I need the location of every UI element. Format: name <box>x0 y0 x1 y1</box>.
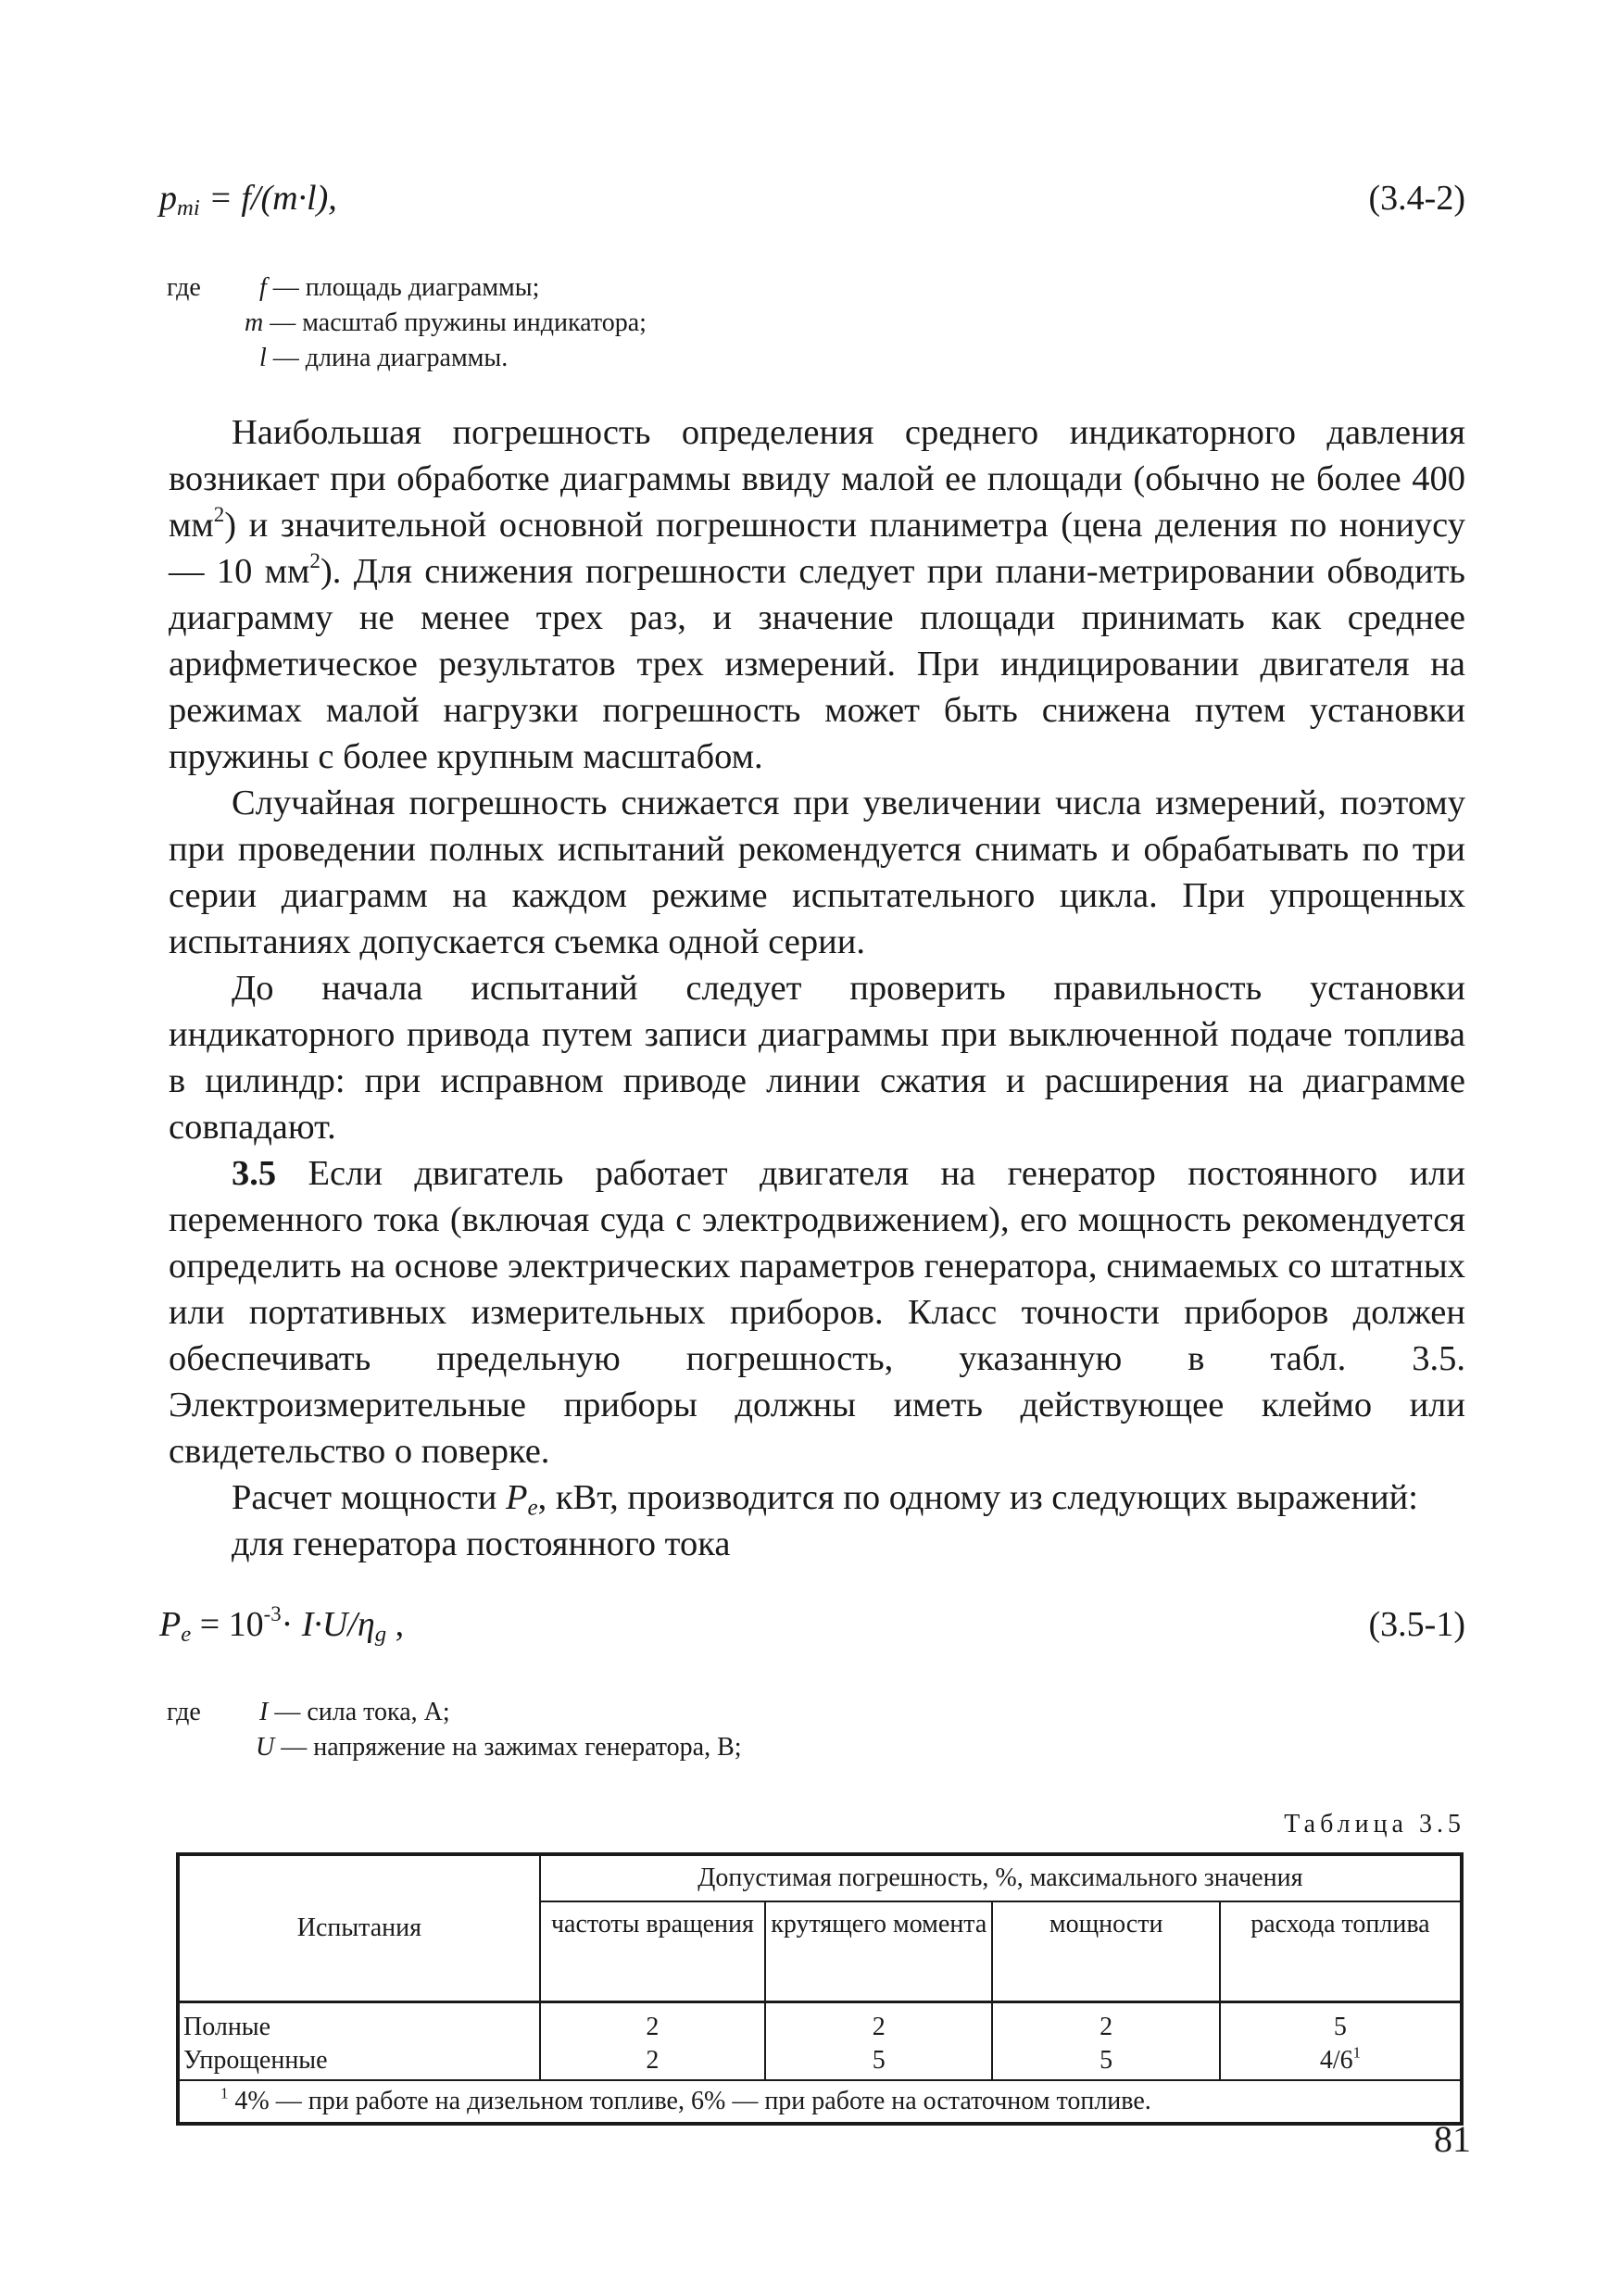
where-item <box>259 270 539 306</box>
paragraph-5: Расчет мощности $P_e$, кВт, производится по одному из следующих выражений: <box>232 1478 1418 1521</box>
where-item <box>245 306 647 341</box>
where-text: — площадь диаграммы; <box>266 273 540 302</box>
formula-3-5-1 <box>159 1602 1465 1648</box>
where-item <box>256 1730 742 1765</box>
table-cell: 2 2 <box>540 2001 765 2080</box>
table-footnote: $^1$ 4% — при работе на дизельном топливе, 6% — при работе на остаточном топливе. <box>178 2080 1462 2124</box>
formula-number: (3.4-2) <box>1368 179 1465 218</box>
where-symbol: f <box>259 273 267 302</box>
formula-3-4-2 <box>159 178 1465 219</box>
body-text <box>169 409 1465 1567</box>
where-block-1 <box>167 270 1000 382</box>
paragraph-2: Случайная погрешность снижается при увеличении числа измерений, поэтому при проведении полных испытаний рекомендуется снимать и обрабатывать по три серии диаграмм на каждом режиме испытательного цикла. При упрощенных испытаниях допускается съемка одной серии. <box>169 784 1465 961</box>
where-symbol: I <box>259 1698 269 1726</box>
section-number: 3.5 <box>232 1154 277 1193</box>
row-name: Полные Упрощенные <box>178 2001 540 2080</box>
where-text: — длина диаграммы. <box>266 344 509 372</box>
where-text: — масштаб пружины индикатора; <box>263 308 647 337</box>
where-symbol: l <box>259 344 267 372</box>
header-tests: Испытания <box>178 1854 540 2001</box>
paragraph-3: До начала испытаний следует проверить правильность установки индикаторного привода путем записи диаграммы при выключенной подаче топлива в цилиндр: при исправном приводе линии сжатия и расширения на диаграмме совпадают. <box>169 969 1465 1147</box>
header-col: крутящего момента <box>765 1901 992 2001</box>
paragraph-4: 3.5 Если двигатель работает двигателя на генератор постоянного или переменного тока (включая суда с электродвижением), его мощность рекомендуется определить на основе электрических параметров генератора, снимаемых со штатных или портативных измерительных приборов. Класс точности приборов должен обеспечивать предельную погрешность, указанную в табл. 3.5. Электроизмерительные приборы должны иметь действующее клеймо или свидетельство о поверке. <box>169 1154 1465 1471</box>
where-block-2 <box>167 1695 1000 1769</box>
where-symbol: U <box>256 1733 275 1762</box>
table-caption: Таблица 3.5 <box>1284 1810 1465 1838</box>
table-cell: 5 $4/6^1$ <box>1220 2001 1462 2080</box>
header-col: частоты вращения <box>540 1901 765 2001</box>
where-symbol: m <box>245 308 264 337</box>
paragraph-6: для генератора постоянного тока <box>232 1524 731 1563</box>
formula-expression: $P_e = 10^{-3}\cdot I\cdot U/\eta_g$ , <box>159 1602 405 1648</box>
where-label: где <box>167 1698 201 1726</box>
where-text: — сила тока, А; <box>268 1698 450 1726</box>
where-text: — напряжение на зажимах генератора, В; <box>274 1733 742 1762</box>
header-col: расхода топлива <box>1220 1901 1462 2001</box>
table-cell: 2 5 <box>765 2001 992 2080</box>
where-label: где <box>167 273 201 302</box>
tolerance-table <box>176 1852 1464 2126</box>
where-item <box>259 341 508 376</box>
table-cell: 2 5 <box>992 2001 1219 2080</box>
paragraph-1: Наибольшая погрешность определения среднего индикаторного давления возникает при обработке диаграммы ввиду малой ее площади (обычно не более 400 $мм^2$) и значительной основной погрешности планиметра (цена деления по нониусу — 10 $мм^2$). Для снижения погрешности следует при плани-метрировании обводить диаграмму не менее трех раз, и значение площади принимать как среднее арифметическое результатов трех измерений. При индицировании двигателя на режимах малой нагрузки погрешность может быть снижена путем установки пружины с более крупным масштабом. <box>169 413 1465 776</box>
table-header-row <box>178 1854 1462 1901</box>
table-row <box>178 2001 1462 2080</box>
header-group: Допустимая погрешность, %, максимального значения <box>540 1854 1462 1901</box>
formula-expression: $p_{mi} = f/(m\cdot l)$, <box>159 179 337 221</box>
header-col: мощности <box>992 1901 1219 2001</box>
formula-number: (3.5-1) <box>1368 1605 1465 1644</box>
table-footnote-row <box>178 2080 1462 2124</box>
page-number: 81 <box>1434 2118 1471 2160</box>
where-item <box>259 1695 450 1730</box>
